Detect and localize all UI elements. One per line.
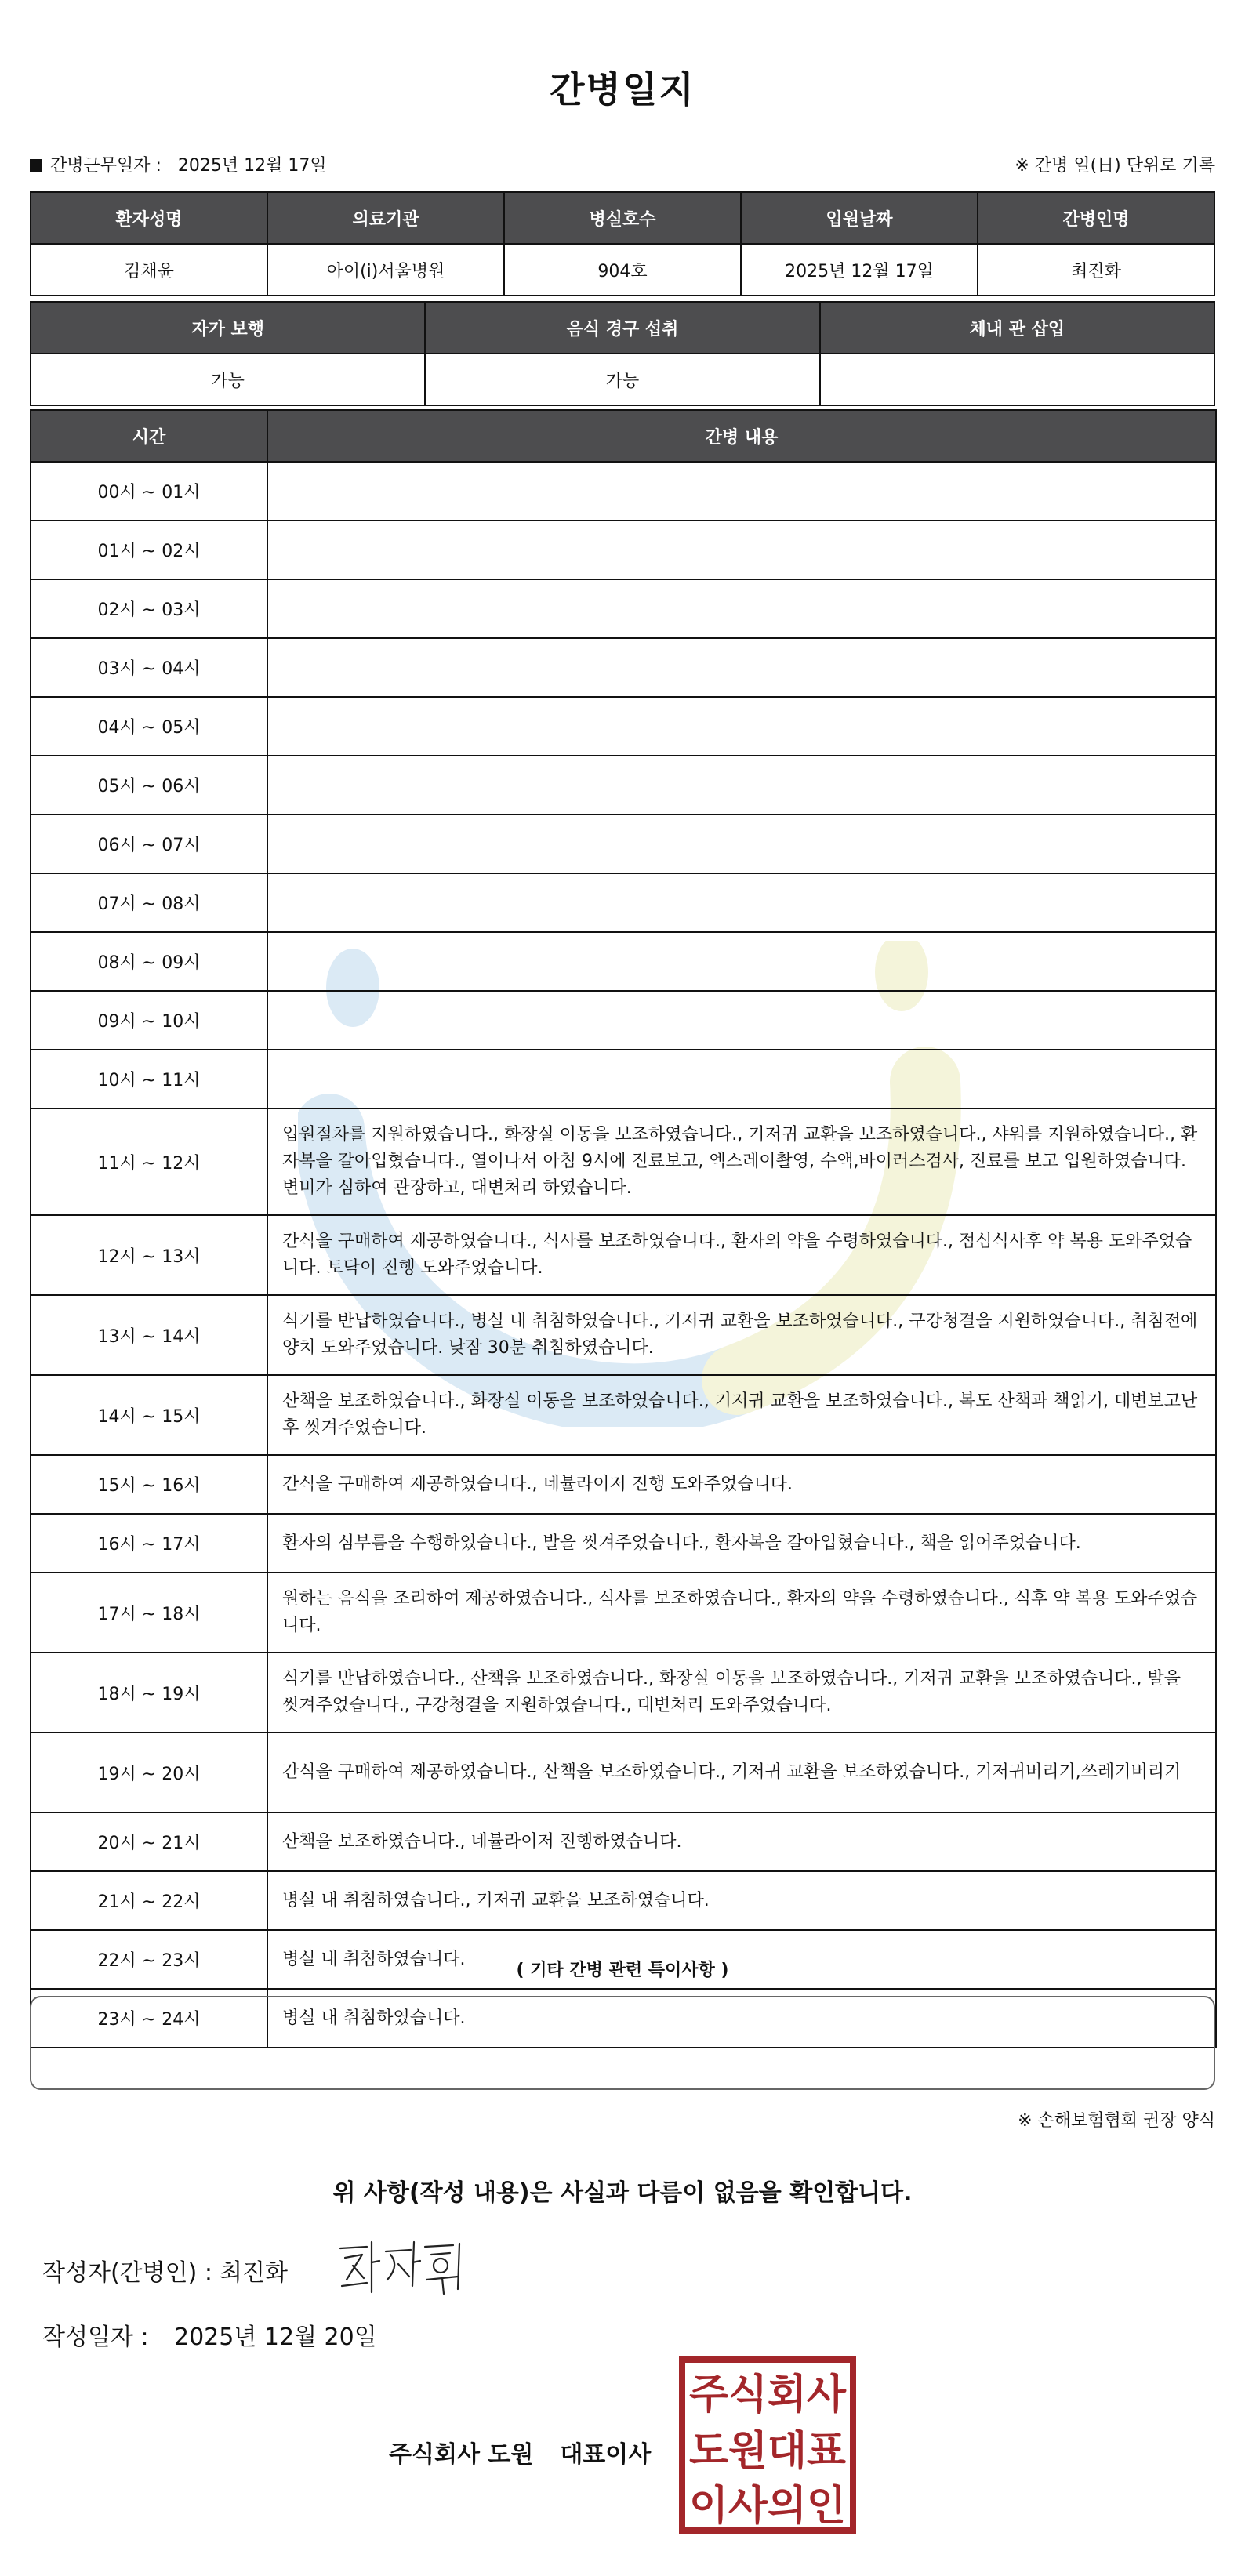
care-log-row xyxy=(31,1215,1216,1295)
care-log-content-cell xyxy=(267,638,1216,697)
writer-label: 작성자(간병인) : xyxy=(42,2259,212,2287)
care-log-row xyxy=(31,638,1216,697)
care-log-row xyxy=(31,1295,1216,1375)
admission-date-value: 2025년 12월 17일 xyxy=(741,244,978,296)
company-seal xyxy=(679,2356,856,2534)
patient-info-table xyxy=(30,191,1215,296)
care-log-row xyxy=(31,462,1216,521)
care-log-content-cell xyxy=(267,756,1216,815)
header-caregiver-name: 간병인명 xyxy=(978,192,1214,244)
care-log-content-cell: 간식을 구매하여 제공하였습니다., 네뷸라이저 진행 도와주었습니다. xyxy=(267,1455,1216,1514)
tube-insertion-value xyxy=(820,354,1214,405)
care-log-time-cell: 00시 ~ 01시 xyxy=(31,462,267,521)
care-log-time-cell: 02시 ~ 03시 xyxy=(31,579,267,638)
care-log-row xyxy=(31,1812,1216,1871)
work-date-value: 2025년 12월 17일 xyxy=(177,156,327,176)
hospital-value: 아이(i)서울병원 xyxy=(267,244,504,296)
care-log-content-cell xyxy=(267,521,1216,579)
header-room: 병실호수 xyxy=(504,192,741,244)
status-header-row xyxy=(31,302,1214,354)
patient-name-value: 김채윤 xyxy=(31,244,267,296)
seal-line-3: 이사의인 xyxy=(689,2483,846,2530)
care-log-row xyxy=(31,1455,1216,1514)
self-walking-value: 가능 xyxy=(31,354,425,405)
care-log-row xyxy=(31,1573,1216,1653)
handwritten-signature xyxy=(336,2231,469,2302)
care-log-time-cell: 06시 ~ 07시 xyxy=(31,815,267,873)
care-log-time-cell: 18시 ~ 19시 xyxy=(31,1653,267,1732)
care-log-time-cell: 09시 ~ 10시 xyxy=(31,991,267,1050)
care-log-time-cell: 05시 ~ 06시 xyxy=(31,756,267,815)
care-log-header-row xyxy=(31,410,1216,462)
care-log-row xyxy=(31,579,1216,638)
work-date-line xyxy=(30,152,327,176)
header-patient-name: 환자성명 xyxy=(31,192,267,244)
header-self-walking: 자가 보행 xyxy=(31,302,425,354)
care-log-row xyxy=(31,1514,1216,1573)
care-log-content-cell xyxy=(267,873,1216,932)
notes-title: ( 기타 간병 관련 특이사항 ) xyxy=(516,1961,729,1980)
confirmation-statement: 위 사항(작성 내용)은 사실과 다름이 없음을 확인합니다. xyxy=(332,2179,913,2207)
care-log-time-cell: 01시 ~ 02시 xyxy=(31,521,267,579)
care-log-content-cell xyxy=(267,579,1216,638)
care-log-time-cell: 15시 ~ 16시 xyxy=(31,1455,267,1514)
work-date-label: 간병근무일자 : xyxy=(50,156,162,176)
care-log-content-cell: 식기를 반납하였습니다., 병실 내 취침하였습니다., 기저귀 교환을 보조하였습니다., 구강청결을 지원하였습니다., 취침전에 양치 도와주었습니다. 낮잠 30분 취침하였습니다. xyxy=(267,1295,1216,1375)
care-log-content-cell: 산책을 보조하였습니다., 네뷸라이저 진행하였습니다. xyxy=(267,1812,1216,1871)
unit-note: ※ 간병 일(日) 단위로 기록 xyxy=(1015,156,1215,176)
care-log-content-cell xyxy=(267,462,1216,521)
care-log-content-cell: 간식을 구매하여 제공하였습니다., 산책을 보조하였습니다., 기저귀 교환을 보조하였습니다., 기저귀버리기,쓰레기버리기 xyxy=(267,1732,1216,1812)
patient-status-table xyxy=(30,301,1215,406)
care-log-row xyxy=(31,1375,1216,1455)
status-value-row xyxy=(31,354,1214,405)
care-log-row xyxy=(31,815,1216,873)
care-log-time-cell: 16시 ~ 17시 xyxy=(31,1514,267,1573)
care-log-row xyxy=(31,932,1216,991)
write-date-label: 작성일자 : xyxy=(42,2324,149,2351)
care-log-time-cell: 22시 ~ 23시 xyxy=(31,1930,267,1989)
notes-box xyxy=(30,1996,1215,2090)
header-tube-insertion: 체내 관 삽입 xyxy=(820,302,1214,354)
header-admission-date: 입원날짜 xyxy=(741,192,978,244)
care-log-content-cell xyxy=(267,932,1216,991)
company-line xyxy=(389,2435,651,2469)
write-date-value: 2025년 12월 20일 xyxy=(174,2324,377,2351)
care-log-content-cell: 원하는 음식을 조리하여 제공하였습니다., 식사를 보조하였습니다., 환자의 약을 수령하였습니다., 식후 약 복용 도와주었습니다. xyxy=(267,1573,1216,1653)
care-log-time-cell: 03시 ~ 04시 xyxy=(31,638,267,697)
care-log-table xyxy=(30,409,1217,2048)
care-log-content-cell xyxy=(267,815,1216,873)
care-log-time-cell: 10시 ~ 11시 xyxy=(31,1050,267,1108)
care-log-time-cell: 11시 ~ 12시 xyxy=(31,1108,267,1215)
writer-line xyxy=(42,2253,288,2288)
company-title: 대표이사 xyxy=(560,2441,652,2469)
care-log-content-cell: 병실 내 취침하였습니다. xyxy=(267,1989,1216,2048)
care-log-time-cell: 08시 ~ 09시 xyxy=(31,932,267,991)
care-log-content-cell: 입원절차를 지원하였습니다., 화장실 이동을 보조하였습니다., 기저귀 교환을 보조하였습니다., 샤워를 지원하였습니다., 환자복을 갈아입혔습니다., 열이나서 아침 9시에 진료보고, 엑스레이촬영, 수액,바이러스검사, 진료를 보고 입원하였습니다. 변비가 심하여 관장하고, 대변처리 하였습니다. xyxy=(267,1108,1216,1215)
care-log-row xyxy=(31,873,1216,932)
care-log-time-cell: 21시 ~ 22시 xyxy=(31,1871,267,1930)
seal-line-2: 도원대표 xyxy=(689,2428,846,2475)
care-log-content-cell xyxy=(267,1050,1216,1108)
care-log-time-cell: 07시 ~ 08시 xyxy=(31,873,267,932)
care-log-time-cell: 19시 ~ 20시 xyxy=(31,1732,267,1812)
association-note: ※ 손해보험협회 권장 양식 xyxy=(1018,2111,1215,2131)
care-log-content-cell xyxy=(267,697,1216,756)
care-log-time-cell: 14시 ~ 15시 xyxy=(31,1375,267,1455)
care-log-row xyxy=(31,1108,1216,1215)
care-log-content-cell: 식기를 반납하였습니다., 산책을 보조하였습니다., 화장실 이동을 보조하였습니다., 기저귀 교환을 보조하였습니다., 발을 씻겨주었습니다., 구강청결을 지원하였습니다., 대변처리 도와주었습니다. xyxy=(267,1653,1216,1732)
oral-intake-value: 가능 xyxy=(425,354,819,405)
care-log-time-cell: 17시 ~ 18시 xyxy=(31,1573,267,1653)
care-log-content-cell: 병실 내 취침하였습니다., 기저귀 교환을 보조하였습니다. xyxy=(267,1871,1216,1930)
care-log-content-cell: 병실 내 취침하였습니다. xyxy=(267,1930,1216,1989)
company-name: 주식회사 도원 xyxy=(389,2441,534,2469)
care-log-content-cell: 환자의 심부름을 수행하였습니다., 발을 씻겨주었습니다., 환자복을 갈아입혔습니다., 책을 읽어주었습니다. xyxy=(267,1514,1216,1573)
header-oral-intake: 음식 경구 섭취 xyxy=(425,302,819,354)
caregiver-name-value: 최진화 xyxy=(978,244,1214,296)
seal-line-1: 주식회사 xyxy=(689,2371,847,2418)
care-log-content-cell: 간식을 구매하여 제공하였습니다., 식사를 보조하였습니다., 환자의 약을 수령하였습니다., 점심식사후 약 복용 도와주었습니다. 토닥이 진행 도와주었습니다. xyxy=(267,1215,1216,1295)
document-title: 간병일지 xyxy=(550,68,695,111)
care-log-row xyxy=(31,697,1216,756)
header-time: 시간 xyxy=(31,410,267,462)
care-log-content-cell xyxy=(267,991,1216,1050)
writer-name: 최진화 xyxy=(220,2259,288,2287)
care-log-row xyxy=(31,1732,1216,1812)
black-square-bullet-icon xyxy=(30,159,42,172)
care-log-time-cell: 04시 ~ 05시 xyxy=(31,697,267,756)
header-care-content: 간병 내용 xyxy=(267,410,1216,462)
patient-info-header-row xyxy=(31,192,1214,244)
care-log-time-cell: 20시 ~ 21시 xyxy=(31,1812,267,1871)
care-log-time-cell: 12시 ~ 13시 xyxy=(31,1215,267,1295)
care-log-row xyxy=(31,1050,1216,1108)
care-log-time-cell: 13시 ~ 14시 xyxy=(31,1295,267,1375)
care-log-time-cell: 23시 ~ 24시 xyxy=(31,1989,267,2048)
care-log-content-cell: 산책을 보조하였습니다., 화장실 이동을 보조하였습니다., 기저귀 교환을 보조하였습니다., 복도 산책과 책읽기, 대변보고난후 씻겨주었습니다. xyxy=(267,1375,1216,1455)
care-log-row xyxy=(31,756,1216,815)
care-log-body xyxy=(31,462,1216,2048)
care-log-row xyxy=(31,991,1216,1050)
header-hospital: 의료기관 xyxy=(267,192,504,244)
care-log-row xyxy=(31,521,1216,579)
room-value: 904호 xyxy=(504,244,741,296)
write-date-line xyxy=(42,2317,377,2352)
care-log-row xyxy=(31,1871,1216,1930)
care-log-row xyxy=(31,1653,1216,1732)
patient-info-value-row xyxy=(31,244,1214,296)
